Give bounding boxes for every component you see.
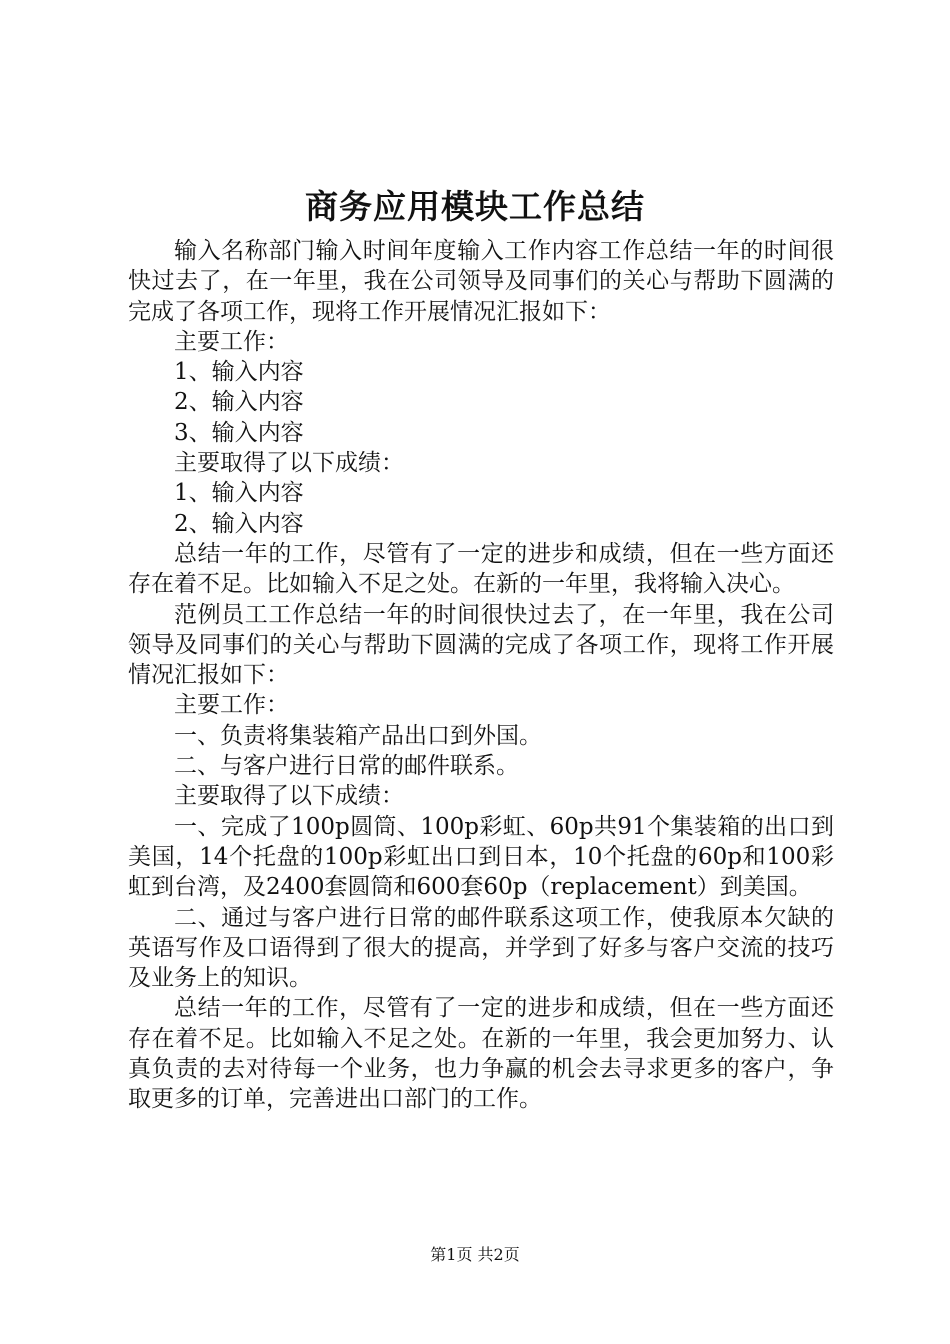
closing-paragraph: 总结一年的工作，尽管有了一定的进步和成绩，但在一些方面还存在着不足。比如输入不足之处。在新的一年里，我会更加努力、认真负责的去对待每一个业务，也力争赢的机会去寻求更多的客户，争取更多的订单，完善进出口部门的工作。 <box>128 995 834 1113</box>
list-item: 3、输入内容 <box>174 419 304 446</box>
example-intro-paragraph: 范例员工工作总结一年的时间很快过去了，在一年里，我在公司领导及同事们的关心与帮助下圆满的完成了各项工作，现将工作开展情况汇报如下： <box>128 601 834 689</box>
document-body <box>128 236 834 1115</box>
main-work-heading: 主要工作： <box>174 692 289 719</box>
document-title: 商务应用模块工作总结 <box>305 187 645 226</box>
intro-paragraph: 输入名称部门输入时间年度输入工作内容工作总结一年的时间很快过去了，在一年里，我在公司领导及同事们的关心与帮助下圆满的完成了各项工作，现将工作开展情况汇报如下： <box>128 238 834 325</box>
main-work-heading: 主要工作： <box>174 328 289 355</box>
achievement-paragraph: 二、通过与客户进行日常的邮件联系这项工作，使我原本欠缺的英语写作及口语得到了很大的提高，并学到了好多与客户交流的技巧及业务上的知识。 <box>128 904 834 992</box>
list-item: 2、输入内容 <box>174 389 304 416</box>
page-footer: 第1页 共2页 <box>430 1245 520 1264</box>
achievement-paragraph: 一、完成了100p圆筒、100p彩虹、60p共91个集装箱的出口到美国，14个托盘的100p彩虹出口到日本，10个托盘的60p和100彩虹到台湾，及2400套圆筒和600套60p（replacement）到美国。 <box>128 813 834 901</box>
summary-paragraph: 总结一年的工作，尽管有了一定的进步和成绩，但在一些方面还存在着不足。比如输入不足之处。在新的一年里，我将输入决心。 <box>128 540 834 598</box>
list-item: 二、与客户进行日常的邮件联系。 <box>174 753 519 780</box>
list-item: 1、输入内容 <box>174 480 304 507</box>
list-item: 2、输入内容 <box>174 510 304 537</box>
list-item: 一、负责将集装箱产品出口到外国。 <box>174 722 542 749</box>
list-item: 1、输入内容 <box>174 359 304 386</box>
achievements-heading: 主要取得了以下成绩： <box>174 450 404 477</box>
achievements-heading: 主要取得了以下成绩： <box>174 783 404 810</box>
